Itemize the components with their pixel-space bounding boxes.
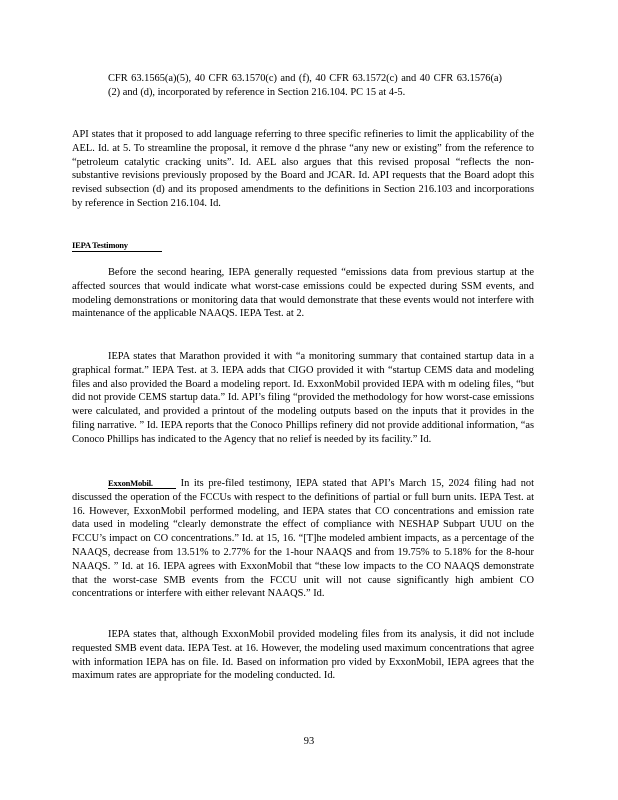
paragraph-iepa-marathon: IEPA states that Marathon provided it with “a monitoring summary that contained startup data in a graphical format.” IEPA Test. at 3. IEPA adds that CIGO provided it with “startup CEMS data and modeling files and also provided the Board a modeling report. Id. ExxonMobil provided IEPA with m odeling files, “but did not provide CEMS startup data.” Id. API’s filing “provided the methodology for how worst-case emissions were calculated, and provided a printout of the modeling outputs based on the inputs that it provides in the filing narrative. ” Id. IEPA reports that the Conoco Phillips refinery did not provide additional information, “as Conoco Phillips has indicated to the Agency that no relief is needed by its facility.” Id. <box>72 351 534 445</box>
paragraph-iepa-request: Before the second hearing, IEPA generally requested “emissions data from previous startup at the affected sources that would indicate what worst-case emissions could be expected during SSM events, and modeling demonstrations or monitoring data that would demonstrate that these events would not interfere with maintenance of the applicable NAAQS. IEPA Test. at 2. <box>72 267 534 320</box>
section-heading-iepa-testimony: IEPA Testimony <box>72 240 162 252</box>
paragraph-exxonmobil-text: In its pre-filed testimony, IEPA stated that API’s March 15, 2024 filing had not discussed the operation of the FCCUs with respect to the definitions of partial or full burn units. IEPA Test. at 16. However, ExxonMobil performed modeling, and IEPA states that CO concentrations and emission rate data used in modeling “clearly demonstrate the effect of compliance with NESHAP Subpart UUU on the FCCU’s impact on CO concentrations.” Id. at 15, 16. “[T]he modeled ambient impacts, as a percentage of the NAAQS, decrease from 13.51% to 2.77% for the 1-hour NAAQS and from 19.75% to 5.18% for the 8-hour NAAQS. ” Id. at 16. IEPA agrees with ExxonMobil that “these low impacts to the CO NAAQS demonstrate that the worst-case SMB events from the FCCU unit will not cause significantly high ambient CO concentrations or interfere with either relevant NAAQS.” Id. <box>72 478 534 600</box>
page-number: 93 <box>303 736 315 747</box>
paragraph-cfr-references: CFR 63.1565(a)(5), 40 CFR 63.1570(c) and (f), 40 CFR 63.1572(c) and 40 CFR 63.1576(a)(2) and (d), incorporated by reference in Section 216.104. PC 15 at 4-5. <box>108 73 502 98</box>
subheading-exxonmobil: ExxonMobil. <box>108 478 176 489</box>
paragraph-exxonmobil <box>72 477 534 601</box>
paragraph-api-proposal: API states that it proposed to add language referring to three specific refineries to limit the applicability of the AEL. Id. at 5. To streamline the proposal, it remove d the phrase “any new or existing” from the reference to “petroleum catalytic cracking units”. Id. AEL also argues that this revised proposal “reflects the non-substantive revisions previously proposed by the Board and JCAR. Id. API requests that the Board adopt this revised subsection (d) and its proposed amendments to the definitions in Section 216.103 and incorporations by reference in Section 216.104. Id. <box>72 129 534 209</box>
paragraph-iepa-smb: IEPA states that, although ExxonMobil provided modeling files from its analysis, it did not include requested SMB event data. IEPA Test. at 16. However, the modeling used maximum concentrations that agree with information IEPA has on file. Id. Based on information pro vided by ExxonMobil, IEPA agrees that the maximum rates are appropriate for the modeling conducted. Id. <box>72 629 534 682</box>
